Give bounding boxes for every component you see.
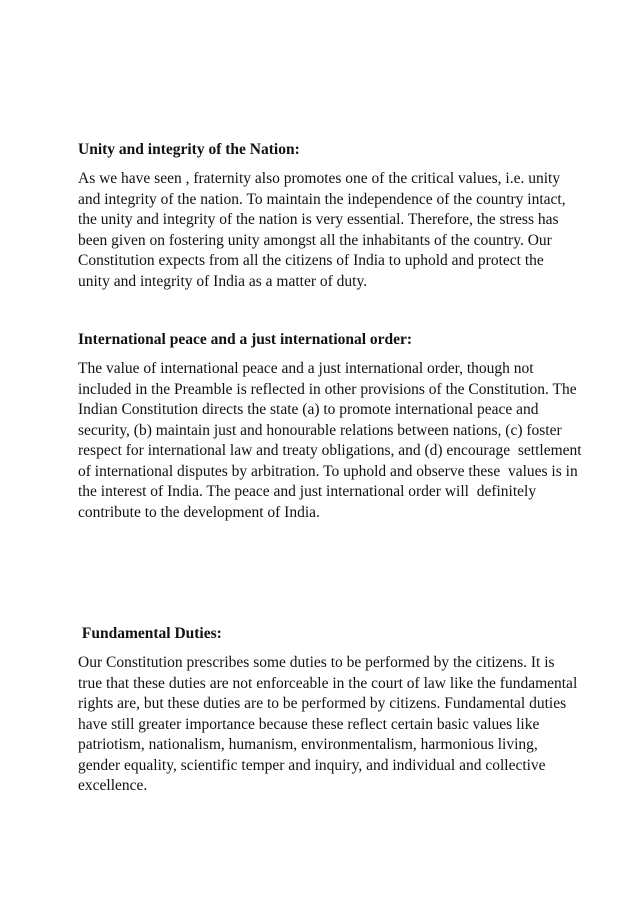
section-fundamental-duties	[78, 624, 578, 797]
paragraph-line: Constitution expects from all the citizens of India to uphold and protect the	[78, 252, 544, 269]
paragraph-line: security, (b) maintain just and honourable relations between nations, (c) foster	[78, 421, 562, 439]
paragraph-line: the unity and integrity of the nation is very essential. Therefore, the stress has	[78, 211, 559, 228]
paragraph-line: gender equality, scientific temper and inquiry, and individual and collective	[78, 756, 546, 774]
paragraph-line: Our Constitution prescribes some duties to be performed by the citizens. It is	[78, 654, 555, 671]
paragraph-line: included in the Preamble is reflected in other provisions of the Constitution. The	[78, 380, 577, 398]
section-paragraph	[78, 359, 582, 523]
paragraph-line: been given on fostering unity amongst all the inhabitants of the country. Our	[78, 231, 552, 249]
section-heading: Unity and integrity of the Nation:	[78, 141, 300, 158]
section-heading: International peace and a just international order:	[78, 331, 413, 348]
section-heading: Fundamental Duties:	[78, 625, 222, 642]
paragraph-line: rights are, but these duties are to be performed by citizens. Fundamental duties	[78, 695, 567, 712]
paragraph-line: As we have seen , fraternity also promotes one of the critical values, i.e. unity	[78, 170, 561, 187]
section-international-peace	[78, 330, 582, 523]
paragraph-line: true that these duties are not enforceable in the court of law like the fundamental	[78, 674, 578, 692]
paragraph-line: contribute to the development of India.	[78, 503, 320, 521]
paragraph-line: unity and integrity of India as a matter of duty.	[78, 272, 368, 290]
paragraph-line: Indian Constitution directs the state (a) to promote international peace and	[78, 401, 539, 418]
section-unity-integrity	[78, 140, 568, 292]
section-paragraph	[78, 653, 578, 797]
paragraph-line: the interest of India. The peace and just international order will definitely	[78, 483, 537, 500]
paragraph-line: of international disputes by arbitration. To uphold and observe these values is in	[78, 462, 578, 480]
section-paragraph	[78, 169, 568, 292]
paragraph-line: excellence.	[78, 777, 148, 794]
paragraph-line: respect for international law and treaty obligations, and (d) encourage settlement	[78, 442, 582, 459]
paragraph-line: The value of international peace and a just international order, though not	[78, 360, 534, 377]
paragraph-line: and integrity of the nation. To maintain the independence of the country intact,	[78, 190, 566, 208]
paragraph-line: have still greater importance because these reflect certain basic values like	[78, 715, 540, 733]
paragraph-line: patriotism, nationalism, humanism, environmentalism, harmonious living,	[78, 736, 538, 753]
